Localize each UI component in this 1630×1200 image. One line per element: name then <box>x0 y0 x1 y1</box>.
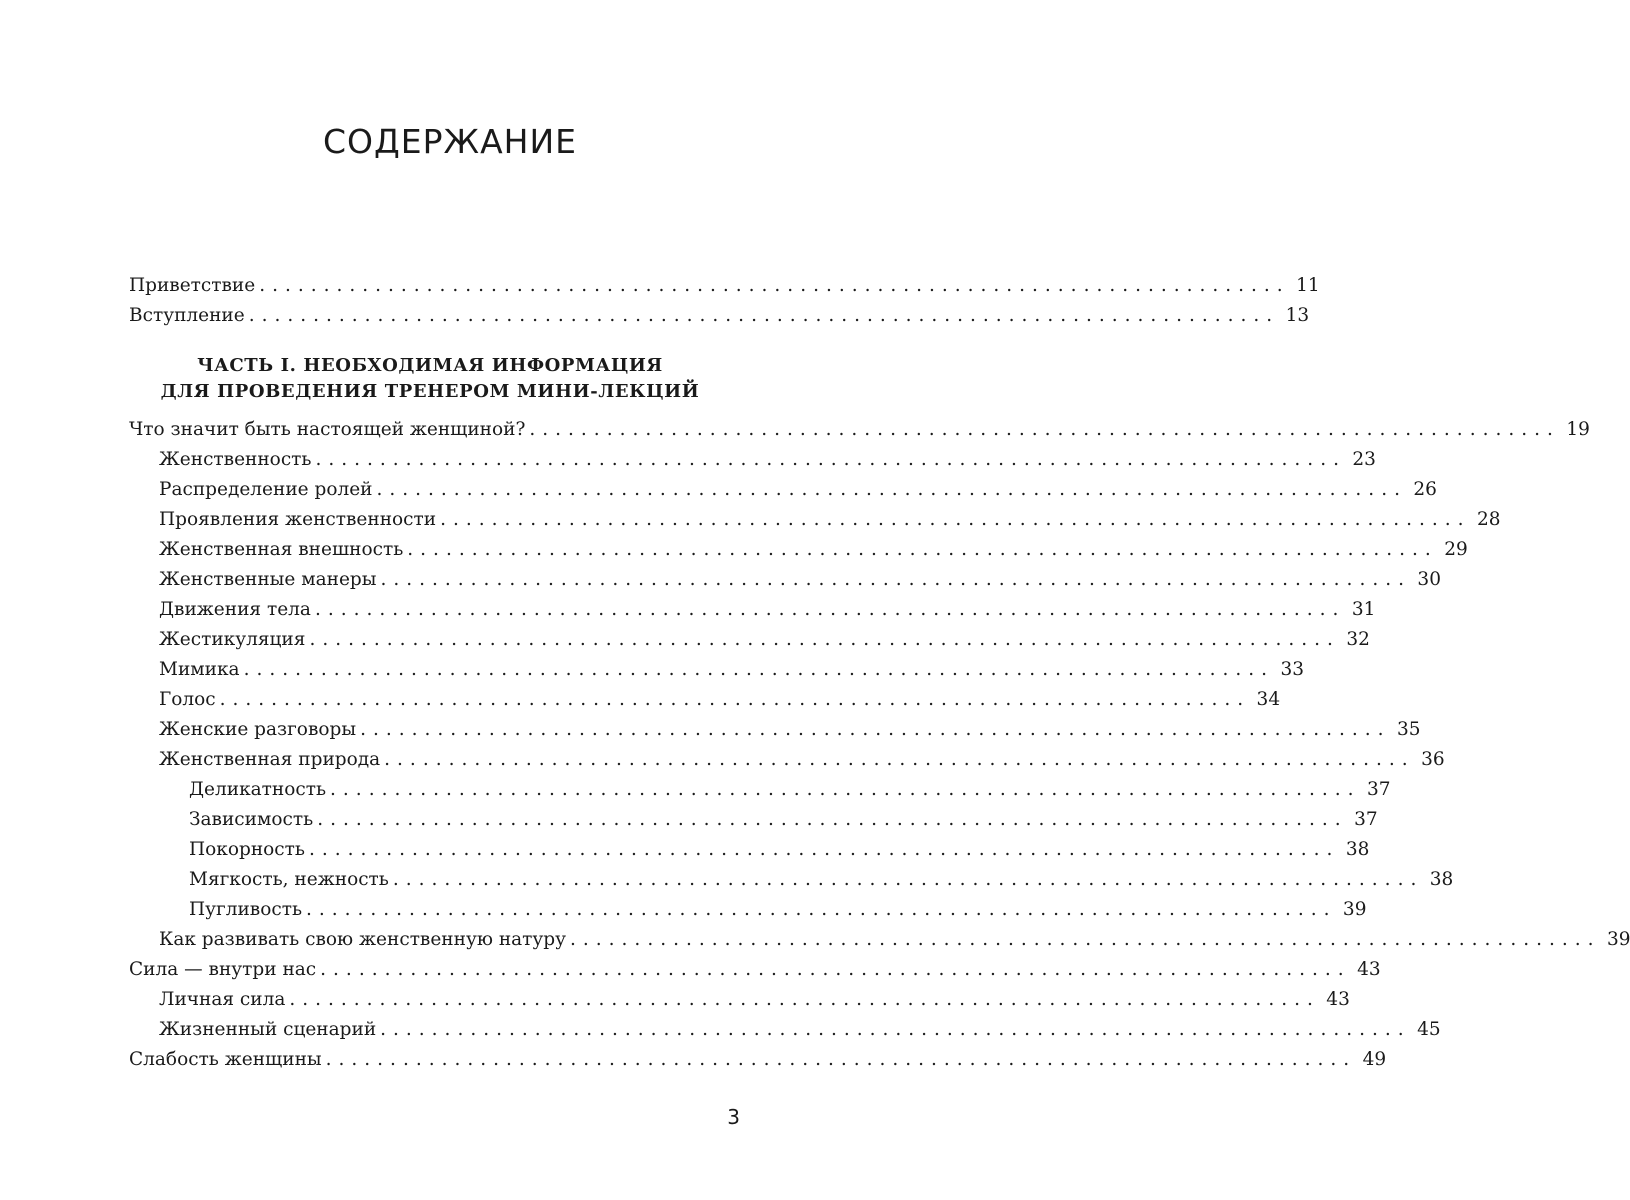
part-entries-list <box>129 415 1630 1075</box>
toc-entry[interactable] <box>129 805 1378 835</box>
toc-entry-page: 37 <box>1366 779 1391 800</box>
toc-entry[interactable] <box>129 505 1501 535</box>
table-of-contents <box>129 271 1630 1075</box>
toc-entry-label: Деликатность <box>189 779 327 800</box>
toc-entry[interactable] <box>129 985 1350 1015</box>
toc-entry[interactable] <box>129 301 1310 331</box>
toc-entry[interactable] <box>129 775 1391 805</box>
toc-entry-page: 26 <box>1413 479 1437 500</box>
toc-entry-label: Пугливость <box>189 899 303 920</box>
toc-entry-page: 38 <box>1429 869 1454 890</box>
toc-entry-label: Зависимость <box>189 809 314 830</box>
toc-entry-page: 31 <box>1351 599 1376 620</box>
toc-entry-page: 43 <box>1326 989 1350 1010</box>
toc-entry[interactable] <box>129 535 1468 565</box>
toc-entry-label: Вступление <box>129 305 245 326</box>
toc-entry[interactable] <box>129 475 1437 505</box>
dot-leader: ................................................................................ <box>570 929 1601 950</box>
toc-entry-label: Личная сила <box>159 989 286 1010</box>
toc-entry[interactable] <box>129 865 1454 895</box>
toc-entry-label: Голос <box>159 689 216 710</box>
toc-entry-label: Мягкость, нежность <box>189 869 389 890</box>
toc-entry-page: 39 <box>1606 929 1630 950</box>
toc-entry-page: 11 <box>1296 275 1320 296</box>
toc-entry[interactable] <box>129 955 1381 985</box>
toc-entry-label: Слабость женщины <box>129 1049 322 1070</box>
toc-entry-page: 29 <box>1444 539 1468 560</box>
toc-entry[interactable] <box>129 1045 1387 1075</box>
toc-entry[interactable] <box>129 685 1281 715</box>
dot-leader: ................................................................................ <box>259 275 1290 296</box>
toc-entry[interactable] <box>129 271 1320 301</box>
dot-leader: ................................................................................ <box>325 1049 1357 1070</box>
toc-entry-label: Распределение ролей <box>159 479 373 500</box>
toc-entry[interactable] <box>129 655 1305 685</box>
part-heading <box>129 353 731 405</box>
dot-leader: ................................................................................ <box>407 539 1438 560</box>
toc-entry-label: Женственная внешность <box>159 539 404 560</box>
dot-leader: ................................................................................ <box>248 305 1280 326</box>
toc-entry-page: 45 <box>1417 1019 1441 1040</box>
toc-entry[interactable] <box>129 835 1370 865</box>
toc-entry-page: 33 <box>1280 659 1305 680</box>
dot-leader: ................................................................................ <box>308 839 1340 860</box>
dot-leader: ................................................................................ <box>306 899 1337 920</box>
toc-entry-page: 23 <box>1352 449 1376 470</box>
toc-entry-label: Движения тела <box>159 599 311 620</box>
dot-leader: ................................................................................ <box>219 689 1251 710</box>
dot-leader: ................................................................................ <box>380 569 1411 590</box>
toc-entry-page: 39 <box>1342 899 1367 920</box>
toc-entry-label: Покорность <box>189 839 305 860</box>
toc-entry-page: 34 <box>1256 689 1281 710</box>
toc-entry-label: Приветствие <box>129 275 256 296</box>
toc-entry-label: Женственность <box>159 449 312 470</box>
toc-entry-label: Жестикуляция <box>159 629 306 650</box>
toc-entry[interactable] <box>129 745 1445 775</box>
toc-entry[interactable] <box>129 715 1421 745</box>
toc-entry-page: 32 <box>1346 629 1370 650</box>
dot-leader: ................................................................................ <box>380 1019 1411 1040</box>
dot-leader: ................................................................................ <box>384 749 1415 770</box>
dot-leader: ................................................................................ <box>315 449 1346 470</box>
toc-entry-page: 36 <box>1421 749 1445 770</box>
toc-entry-label: Женственная природа <box>159 749 381 770</box>
toc-entry-label: Как развивать свою женственную натуру <box>159 929 567 950</box>
dot-leader: ................................................................................ <box>392 869 1424 890</box>
toc-entry[interactable] <box>129 1015 1441 1045</box>
dot-leader: ................................................................................ <box>320 959 1351 980</box>
toc-entry-page: 49 <box>1362 1049 1387 1070</box>
toc-entry[interactable] <box>129 565 1441 595</box>
toc-entry-page: 19 <box>1566 419 1590 440</box>
part-heading-line-2: ДЛЯ ПРОВЕДЕНИЯ ТРЕНЕРОМ МИНИ-ЛЕКЦИЙ <box>160 381 700 402</box>
front-matter-list <box>129 271 1320 331</box>
toc-entry-page: 30 <box>1417 569 1441 590</box>
toc-entry-page: 28 <box>1477 509 1501 530</box>
toc-entry[interactable] <box>129 595 1376 625</box>
dot-leader: ................................................................................ <box>317 809 1348 830</box>
toc-entry[interactable] <box>129 925 1630 955</box>
toc-entry-page: 43 <box>1357 959 1381 980</box>
toc-entry-label: Женственные манеры <box>159 569 377 590</box>
toc-entry-page: 37 <box>1354 809 1378 830</box>
dot-leader: ................................................................................ <box>289 989 1320 1010</box>
toc-entry[interactable] <box>129 625 1370 655</box>
dot-leader: ................................................................................ <box>440 509 1471 530</box>
dot-leader: ................................................................................ <box>309 629 1340 650</box>
toc-entry-page: 35 <box>1396 719 1421 740</box>
dot-leader: ................................................................................ <box>529 419 1560 440</box>
toc-entry[interactable] <box>129 415 1590 445</box>
toc-entry[interactable] <box>129 445 1376 475</box>
dot-leader: ................................................................................ <box>243 659 1275 680</box>
toc-entry-label: Что значит быть настоящей женщиной? <box>129 419 526 440</box>
toc-entry[interactable] <box>129 895 1367 925</box>
toc-entry-label: Мимика <box>159 659 240 680</box>
toc-entry-label: Сила — внутри нас <box>129 959 317 980</box>
dot-leader: ................................................................................ <box>376 479 1407 500</box>
dot-leader: ................................................................................ <box>330 779 1361 800</box>
toc-entry-page: 13 <box>1285 305 1310 326</box>
toc-entry-label: Женские разговоры <box>159 719 357 740</box>
dot-leader: ................................................................................ <box>314 599 1346 620</box>
page-title: СОДЕРЖАНИЕ <box>322 122 578 161</box>
dot-leader: ................................................................................ <box>360 719 1391 740</box>
part-heading-line-1: ЧАСТЬ I. НЕОБХОДИМАЯ ИНФОРМАЦИЯ <box>197 355 663 376</box>
page-number: 3 <box>727 1105 740 1129</box>
toc-entry-page: 38 <box>1345 839 1370 860</box>
toc-entry-label: Жизненный сценарий <box>159 1019 377 1040</box>
toc-entry-label: Проявления женственности <box>159 509 437 530</box>
